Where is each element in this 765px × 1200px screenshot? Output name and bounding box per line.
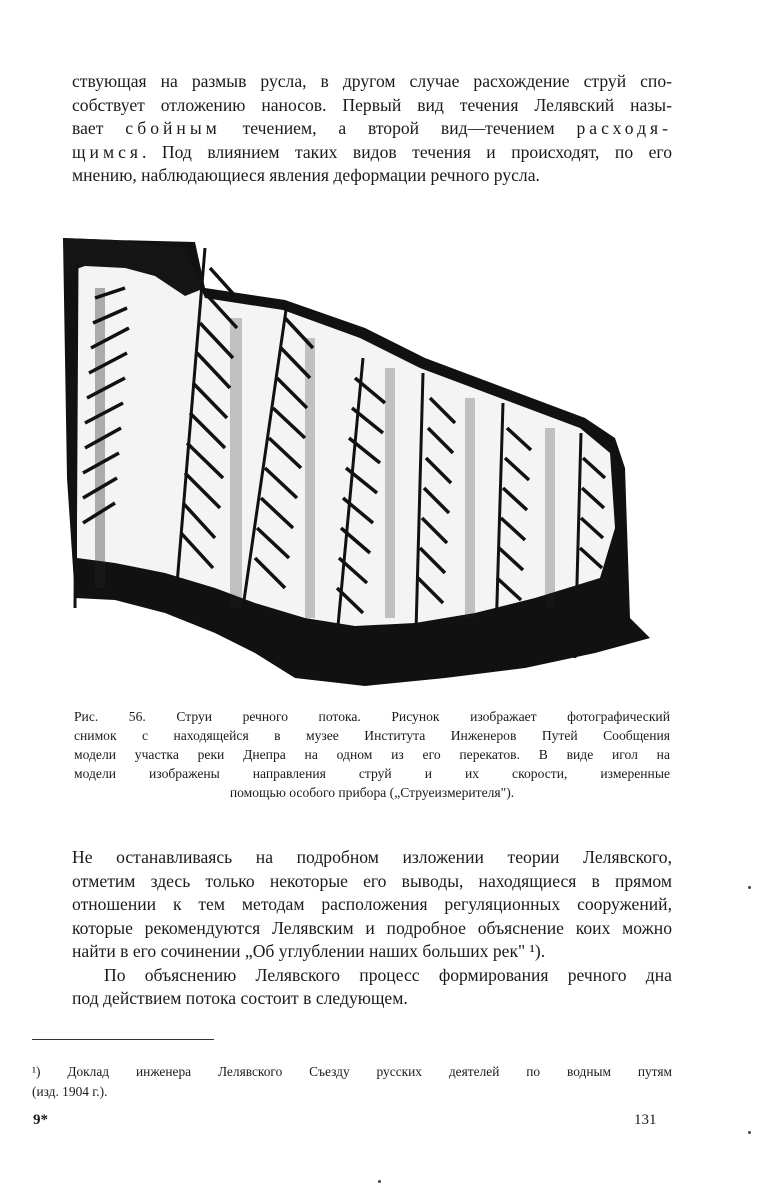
emphasis-sboinym: сбойным bbox=[125, 118, 221, 138]
caption-line: помощью особого прибора („Струеизмерителя"). bbox=[229, 785, 515, 800]
caption-line: модели изображены направления струй и их скорости, измеренные bbox=[74, 766, 670, 781]
text-line: которые рекомендуются Лелявским и подробное объяснение коих можно bbox=[72, 917, 672, 938]
footnote-rule bbox=[32, 1039, 214, 1040]
intro-paragraph bbox=[72, 70, 672, 188]
footnote bbox=[32, 1062, 672, 1102]
text-fragment: . Под влиянием таких видов течения и происходят, по его bbox=[142, 141, 672, 162]
text-line: По объяснению Лелявского процесс формирования речного дна bbox=[104, 964, 672, 985]
text-line: отметим здесь только некоторые его выводы, находящиеся в прямом bbox=[72, 870, 672, 891]
caption-line: Рис. 56. Струи речного потока. Рисунок изображает фотографический bbox=[74, 709, 670, 724]
text-fragment: течением, а второй вид—течением bbox=[220, 118, 577, 138]
emphasis-shchimsya: щимся bbox=[72, 141, 142, 162]
text-fragment: вает bbox=[72, 118, 126, 138]
text-line bbox=[72, 117, 672, 141]
text-line: отношении к тем методам расположения регуляционных сооружений, bbox=[72, 894, 672, 914]
page-number: 131 bbox=[634, 1112, 657, 1128]
text-line: ствующая на размыв русла, в другом случае расхождение струй спо- bbox=[72, 71, 672, 91]
text-line: найти в его сочинении „Об углублении наших больших рек" ¹). bbox=[72, 941, 546, 961]
footnote-line: (изд. 1904 г.). bbox=[32, 1084, 108, 1099]
body-paragraphs bbox=[72, 846, 672, 1011]
emphasis-raskhodya: расходя- bbox=[576, 118, 672, 138]
river-model-figure bbox=[55, 228, 665, 698]
scan-speck bbox=[378, 1180, 381, 1183]
signature-mark: 9* bbox=[33, 1112, 48, 1128]
footnote-line: ¹) Доклад инженера Лелявского Съезду русских деятелей по водным путям bbox=[32, 1064, 672, 1079]
model-surface bbox=[77, 248, 615, 626]
text-line: мнению, наблюдающиеся явления деформации речного русла. bbox=[72, 165, 540, 185]
text-line: собствует отложению наносов. Первый вид течения Лелявский назы- bbox=[72, 94, 672, 115]
text-line: под действием потока состоит в следующем. bbox=[72, 988, 408, 1008]
figure-caption bbox=[74, 707, 670, 802]
scan-speck bbox=[748, 886, 751, 889]
scan-speck bbox=[748, 1131, 751, 1134]
caption-line: снимок с находящейся в музее Института Инженеров Путей Сообщения bbox=[74, 728, 670, 743]
caption-line: модели участка реки Днепра на одном из его перекатов. В виде игол на bbox=[74, 747, 670, 762]
text-line bbox=[72, 141, 672, 165]
text-line: Не останавливаясь на подробном изложении теории Лелявского, bbox=[72, 847, 672, 867]
